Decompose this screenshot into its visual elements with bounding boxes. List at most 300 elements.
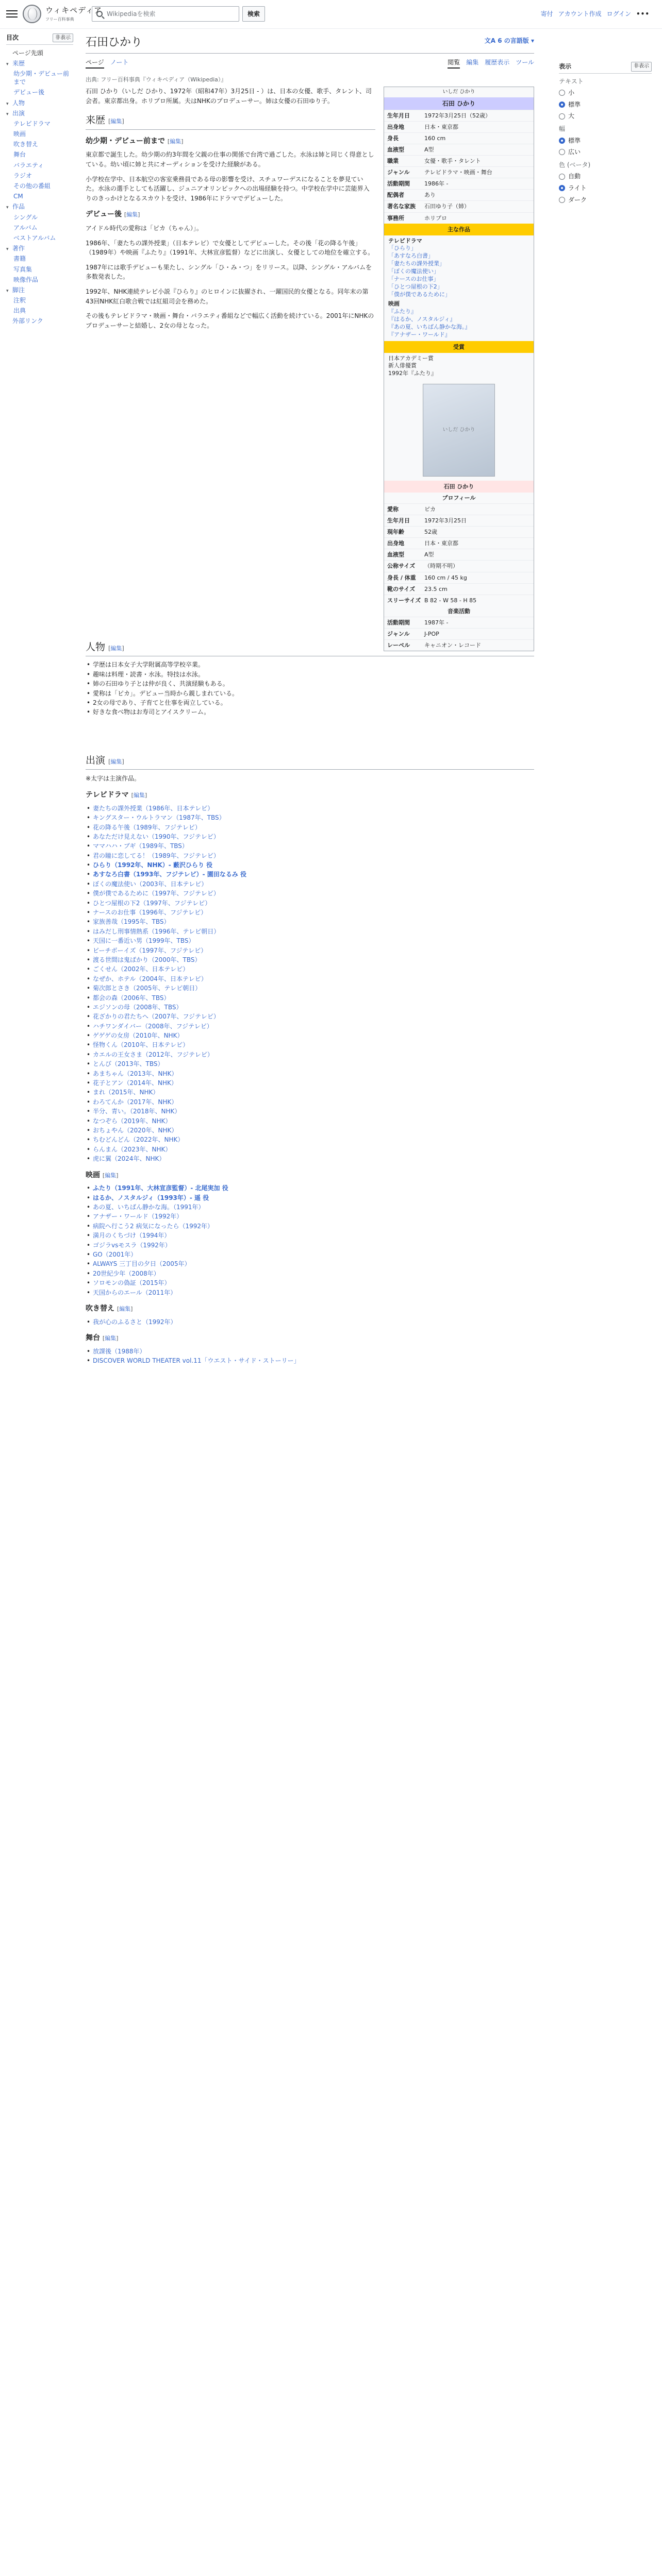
- site-name: ウィキペディア: [45, 6, 102, 15]
- infobox-list-item[interactable]: 「ぼくの魔法使い」: [388, 267, 439, 275]
- list-item: [86, 1212, 534, 1221]
- infobox-movie-list: [388, 308, 529, 338]
- work-link[interactable]: まれ（2015年、NHK）: [93, 1089, 159, 1096]
- radio-button[interactable]: [559, 90, 565, 96]
- infobox-value: 160 cm: [424, 135, 446, 142]
- list-item: [86, 1184, 534, 1193]
- infobox-list-item: 1992年『ふたり』: [388, 370, 437, 377]
- toc-item[interactable]: [6, 212, 73, 223]
- work-link[interactable]: 20世紀少年（2008年）: [93, 1269, 160, 1277]
- toc-toggle-icon[interactable]: ▾: [6, 205, 9, 211]
- paragraph: 1992年、NHK連続テレビ小説『ひらり』のヒロインに抜擢され、一躍国民的女優となる。同年末の第43回NHK紅白歌合戦では紅組司会を務めた。: [86, 287, 369, 305]
- list-item: [86, 1279, 534, 1287]
- list-item: [86, 1222, 534, 1231]
- language-button[interactable]: 文A 6 の言語版 ▾: [484, 37, 534, 44]
- infobox-key: 血液型: [387, 551, 404, 558]
- toc-item-label[interactable]: 人物: [12, 99, 25, 107]
- page-title: 石田ひかり: [86, 36, 143, 49]
- toc-item[interactable]: [6, 98, 73, 108]
- work-link[interactable]: ママハハ・ブギ（1989年、TBS）: [93, 842, 188, 850]
- text-size-option[interactable]: [559, 88, 652, 98]
- personal-tools-more-icon[interactable]: •••: [636, 10, 650, 18]
- toc-item[interactable]: [6, 149, 73, 160]
- list-item: [86, 814, 534, 822]
- toc-item[interactable]: [6, 253, 73, 264]
- toc-item-label[interactable]: ラジオ: [13, 172, 32, 179]
- appearance-hide-button[interactable]: 非表示: [631, 62, 652, 72]
- user-links: [541, 9, 650, 19]
- infobox-key: 靴のサイズ: [387, 585, 416, 592]
- persona-list: [86, 660, 534, 717]
- radio-button[interactable]: [559, 101, 565, 108]
- color-options: [559, 172, 652, 205]
- list-item: [86, 1250, 534, 1259]
- infobox-value: 日本・東京都: [424, 540, 458, 547]
- article-lead: [86, 87, 375, 335]
- work-link[interactable]: ALWAYS 三丁目の夕日（2005年）: [93, 1260, 191, 1268]
- toc-item-label[interactable]: 吹き替え: [13, 141, 39, 148]
- radio-button[interactable]: [559, 197, 565, 203]
- list-item: [86, 899, 534, 908]
- tab-edit[interactable]: 編集: [466, 59, 479, 66]
- infobox-list-item[interactable]: 「妻たちの課外授業」: [388, 260, 445, 267]
- toc-item[interactable]: [6, 223, 73, 233]
- infobox-list-item[interactable]: 『はるか、ノスタルジィ』: [388, 316, 456, 323]
- appearance-sidebar: [559, 58, 652, 207]
- infobox-row: [384, 178, 534, 189]
- toc-item-label[interactable]: 脚注: [12, 286, 25, 294]
- list-item: [86, 1003, 534, 1012]
- edit-link[interactable]: 編集: [110, 758, 122, 765]
- radio-label: ダーク: [568, 196, 587, 204]
- toc-item[interactable]: [6, 58, 73, 69]
- infobox-list-item[interactable]: 『あの夏、いちばん静かな海。』: [388, 323, 471, 330]
- radio-label: 大: [568, 112, 575, 120]
- color-label: 色 (ベータ): [559, 161, 591, 168]
- infobox-row: [384, 617, 534, 628]
- work-link[interactable]: あまちゃん（2013年、NHK）: [93, 1070, 178, 1077]
- toc-item-label[interactable]: 書籍: [13, 255, 26, 263]
- list-item: [86, 833, 534, 841]
- toc-item-label[interactable]: 作品: [12, 203, 25, 211]
- list-item: [86, 1041, 534, 1049]
- infobox-key: 活動期間: [387, 180, 410, 188]
- work-link[interactable]: 天国に一番近い男（1999年、TBS）: [93, 937, 195, 945]
- work-link[interactable]: ゲゲゲの女房（2010年、NHK）: [93, 1032, 184, 1040]
- toc-item-label[interactable]: デビュー後: [13, 89, 45, 96]
- work-link[interactable]: 妻たちの課外授業（1986年、日本テレビ）: [93, 804, 214, 812]
- infobox-awards-heading: 受賞: [384, 341, 534, 353]
- portrait-image[interactable]: いしだ ひかり: [423, 384, 495, 477]
- list-item: [86, 1194, 534, 1202]
- page-tagline: 出典: フリー百科事典『ウィキペディア（Wikipedia）』: [86, 76, 227, 83]
- edit-link[interactable]: 編集: [119, 1305, 131, 1312]
- infobox-row: [384, 503, 534, 515]
- toc-item[interactable]: [6, 108, 73, 118]
- list-item: [86, 842, 534, 851]
- work-link[interactable]: キングスター・ウルトラマン（1987年、TBS）: [93, 814, 225, 822]
- infobox-row: [384, 200, 534, 212]
- radio-button[interactable]: [559, 149, 565, 155]
- create-account-link[interactable]: アカウント作成: [558, 10, 602, 18]
- work-link[interactable]: ビーチボーイズ（1997年、フジテレビ）: [93, 946, 207, 954]
- color-option[interactable]: [559, 172, 652, 181]
- list-item: [86, 994, 534, 1003]
- list-item: [86, 946, 534, 955]
- toc-toggle-icon[interactable]: ▾: [6, 111, 9, 117]
- site-header: [0, 0, 662, 29]
- toc-item[interactable]: [6, 233, 73, 243]
- section-stage-heading: 舞台 [編集]: [86, 1334, 119, 1343]
- infobox-row: [384, 144, 534, 155]
- toc-item[interactable]: [6, 69, 73, 87]
- list-item: [86, 861, 534, 870]
- toc-item[interactable]: [6, 316, 73, 326]
- toc-item[interactable]: [6, 181, 73, 191]
- main-menu-icon[interactable]: [6, 8, 18, 20]
- infobox-reading: いしだ ひかり: [442, 89, 475, 95]
- list-item: [86, 1031, 534, 1040]
- list-item: [86, 1145, 534, 1154]
- toc-item-label[interactable]: CM: [13, 193, 23, 200]
- work-link[interactable]: 僕が僕であるために（1997年、フジテレビ）: [93, 890, 220, 897]
- toc-item-label[interactable]: ページ先頭: [12, 49, 43, 57]
- toc-item-label[interactable]: ベストアルバム: [13, 234, 56, 242]
- work-link[interactable]: とんび（2013年、TBS）: [93, 1060, 164, 1068]
- work-link[interactable]: 君の瞳に恋してる！（1989年、フジテレビ）: [93, 852, 220, 859]
- work-link[interactable]: ぼくの魔法使い（2003年、日本テレビ）: [93, 880, 208, 888]
- list-item: [86, 1117, 534, 1126]
- edit-link[interactable]: 編集: [126, 211, 138, 218]
- radio-button[interactable]: [559, 185, 565, 191]
- infobox-key: 出身地: [387, 124, 404, 131]
- work-link[interactable]: らんまん（2023年、NHK）: [93, 1145, 172, 1153]
- work-link[interactable]: 半分、青い。（2018年、NHK）: [93, 1108, 181, 1115]
- list-item: [86, 1347, 534, 1356]
- work-link[interactable]: あすなろ白書（1993年、フジテレビ）- 園田なるみ 役: [93, 871, 247, 878]
- list-item: [86, 975, 534, 984]
- edit-link[interactable]: 編集: [105, 1335, 117, 1342]
- tab-talk[interactable]: ノート: [110, 59, 129, 66]
- infobox-value: テレビドラマ・映画・舞台: [424, 169, 492, 176]
- toc-item[interactable]: [6, 275, 73, 285]
- list-item: [86, 880, 534, 889]
- work-link[interactable]: 家族善哉（1995年、TBS）: [93, 918, 170, 926]
- toc-heading: 目次: [6, 34, 19, 41]
- width-label: 幅: [559, 125, 566, 132]
- toc-item-label[interactable]: 映画: [13, 130, 26, 138]
- toc-item-label[interactable]: テレビドラマ: [13, 120, 51, 127]
- work-link[interactable]: 満月のくちづけ（1994年）: [93, 1232, 171, 1240]
- list-item: [86, 927, 534, 936]
- tab-tools[interactable]: ツール: [516, 59, 534, 66]
- text-size-option[interactable]: [559, 111, 652, 121]
- list-item: [86, 1155, 534, 1163]
- infobox-value: B 82 - W 58 - H 85: [424, 597, 477, 604]
- work-link[interactable]: 病院へ行こう2 病気になったら（1992年）: [93, 1222, 213, 1230]
- tab-read[interactable]: 閲覧: [448, 58, 460, 69]
- toc-item[interactable]: [6, 243, 73, 253]
- infobox-row: [384, 595, 534, 606]
- infobox-row: [384, 110, 534, 121]
- edit-link[interactable]: 編集: [170, 138, 181, 145]
- persona-section: [86, 633, 534, 718]
- work-link[interactable]: ハチワンダイバー（2008年、フジテレビ）: [93, 1022, 213, 1030]
- work-link[interactable]: 虎に翼（2024年、NHK）: [93, 1155, 166, 1163]
- work-link[interactable]: 渡る世間は鬼ばかり（2000年、TBS）: [93, 956, 201, 963]
- radio-label: 自動: [568, 173, 581, 180]
- infobox-value: （時期不明）: [424, 563, 458, 570]
- infobox-list-item[interactable]: 「僕が僕であるために」: [388, 291, 451, 298]
- radio-label: 標準: [568, 100, 581, 108]
- list-item: [86, 1060, 534, 1069]
- work-link[interactable]: 我が心のふるさと（1992年）: [93, 1318, 177, 1326]
- infobox-row: [384, 537, 534, 549]
- infobox-row: [384, 515, 534, 526]
- work-link[interactable]: カエルの王女さま（2012年、フジテレビ）: [93, 1050, 213, 1058]
- infobox-row: [384, 121, 534, 132]
- infobox-key: 活動期間: [387, 619, 410, 626]
- list-item: [86, 1050, 534, 1059]
- radio-button[interactable]: [559, 174, 565, 180]
- list-item: [86, 1126, 534, 1135]
- work-link[interactable]: 花ざかりの君たちへ（2007年、フジテレビ）: [93, 1013, 220, 1021]
- infobox-tv-list: [388, 245, 529, 298]
- work-link[interactable]: アナザー・ワールド（1992年）: [93, 1213, 183, 1221]
- list-item: [86, 1260, 534, 1268]
- toc-item[interactable]: [6, 129, 73, 139]
- infobox-movie-label: 映画: [388, 300, 400, 308]
- work-link[interactable]: 都会の森（2006年、TBS）: [93, 994, 170, 1002]
- tab-article[interactable]: ページ: [86, 58, 104, 69]
- toc-list: [6, 48, 73, 327]
- toc-item[interactable]: [6, 87, 73, 97]
- work-link[interactable]: DISCOVER WORLD THEATER vol.11「ウエスト・サイド・ストーリー」: [93, 1357, 300, 1365]
- toc-item[interactable]: [6, 118, 73, 129]
- edit-link[interactable]: 編集: [105, 1172, 117, 1179]
- radio-label: 小: [568, 89, 575, 97]
- stage-list: [86, 1347, 534, 1366]
- toc-item[interactable]: [6, 160, 73, 171]
- toc-item[interactable]: [6, 171, 73, 181]
- toc-item[interactable]: [6, 306, 73, 316]
- infobox-row: [384, 166, 534, 178]
- infobox-works-heading: 主な作品: [384, 224, 534, 235]
- work-link[interactable]: 菊次郎とさき（2005年、テレビ朝日）: [93, 985, 202, 992]
- work-link[interactable]: GO（2001年）: [93, 1250, 137, 1258]
- list-item: • 2女の母であり、子育てと仕事を両立している。: [86, 699, 534, 707]
- toc-toggle-icon[interactable]: ▾: [6, 61, 9, 67]
- list-item: [86, 1241, 534, 1250]
- work-link[interactable]: なつぞら（2019年、NHK）: [93, 1117, 172, 1125]
- list-item: [86, 1022, 534, 1031]
- width-option[interactable]: [559, 136, 652, 146]
- work-link[interactable]: ちむどんどん（2022年、NHK）: [93, 1136, 184, 1144]
- infobox-value: J-POP: [424, 630, 439, 637]
- work-link[interactable]: はるか、ノスタルジィ（1993年）- 遥 役: [93, 1194, 209, 1201]
- toc-item[interactable]: [6, 139, 73, 149]
- page-tabs: [86, 58, 534, 70]
- donate-link[interactable]: 寄付: [540, 10, 553, 18]
- work-link[interactable]: ふたり（1991年、大林宣彦監督）- 北尾実加 役: [93, 1184, 228, 1192]
- infobox-value: 石田ゆり子（姉）: [424, 203, 470, 210]
- infobox-list-item[interactable]: 「ひとつ屋根の下2」: [388, 283, 443, 290]
- toc-item[interactable]: [6, 201, 73, 212]
- lead-paragraph: 石田 ひかり（いしだ ひかり、1972年（昭和47年）3月25日 - ）は、日本の女優、歌手、タレント、司会者。東京都出身。ホリプロ所属。夫はNHKのプロデューサー。姉は女優の石田ゆり子。: [86, 88, 372, 105]
- edit-link[interactable]: 編集: [110, 118, 122, 125]
- search-input[interactable]: [92, 6, 239, 22]
- infobox-value: ピカ: [424, 506, 436, 513]
- infobox-list-item[interactable]: 「あすなろ白書」: [388, 252, 434, 260]
- toc-item-label[interactable]: 注釈: [13, 297, 26, 304]
- work-link[interactable]: エジソンの母（2008年、TBS）: [93, 1003, 183, 1011]
- infobox-list-item[interactable]: 「ひらり」: [388, 245, 417, 252]
- toc-item-label[interactable]: 映像作品: [13, 276, 39, 283]
- text-size-option[interactable]: [559, 100, 652, 110]
- infobox-list-item[interactable]: 『ふたり』: [388, 308, 417, 315]
- toc-toggle-icon[interactable]: ▾: [6, 288, 9, 294]
- toc-item-label[interactable]: 外部リンク: [12, 317, 43, 325]
- list-item: [86, 937, 534, 945]
- toc-item-label[interactable]: 来歴: [12, 59, 25, 67]
- toc-item-label[interactable]: 写真集: [13, 265, 32, 273]
- toc-item-label[interactable]: 著作: [12, 245, 25, 252]
- infobox-title: 石田 ひかり: [384, 97, 534, 110]
- infobox-value: 23.5 cm: [424, 585, 448, 592]
- toc-item[interactable]: [6, 295, 73, 306]
- search-button[interactable]: 検索: [242, 6, 265, 22]
- infobox-value: 52歳: [424, 529, 437, 536]
- list-item: • 趣味は料理・読書・水泳。特技は水泳。: [86, 670, 534, 679]
- list-item: [86, 1357, 534, 1365]
- toc-item-label[interactable]: 幼少期・デビュー前まで: [13, 70, 70, 86]
- color-option[interactable]: [559, 183, 652, 193]
- list-item: • 姉の石田ゆり子とは仲が良く、共演経験もある。: [86, 680, 534, 688]
- radio-label: 広い: [568, 148, 581, 156]
- paragraph: 1986年、「妻たちの課外授業」（日本テレビ）で女優としてデビューした。その後「花の降る午後」（1989年）や映画『ふたり』（1991年、大林宣彦監督）などに出演し、女優としての地位を確立する。: [86, 239, 374, 257]
- infobox-key: レーベル: [387, 641, 410, 649]
- infobox-value: ホリプロ: [424, 214, 447, 222]
- toc-hide-button[interactable]: 非表示: [53, 33, 73, 43]
- work-link[interactable]: ソロモンの偽証（2015年）: [93, 1279, 171, 1287]
- infobox-list-item[interactable]: 『アナザー・ワールド』: [388, 331, 451, 338]
- infobox-value: キャニオン・レコード: [424, 641, 481, 649]
- infobox-value: A型: [424, 551, 434, 558]
- infobox-key: 出身地: [387, 540, 404, 547]
- toc-item-label[interactable]: シングル: [13, 213, 38, 221]
- edit-link[interactable]: 編集: [133, 792, 145, 799]
- work-link[interactable]: おちょやん（2020年、NHK）: [93, 1127, 178, 1134]
- radio-button[interactable]: [559, 138, 565, 144]
- radio-button[interactable]: [559, 113, 565, 120]
- toc-item[interactable]: [6, 191, 73, 201]
- infobox-value: 1972年3月25日: [424, 517, 467, 524]
- infobox-row: [384, 189, 534, 200]
- infobox: [384, 87, 534, 651]
- list-item: [86, 1107, 534, 1116]
- infobox-row: [384, 132, 534, 144]
- work-link[interactable]: わろてんか（2017年、NHK）: [93, 1098, 178, 1106]
- movie-list: [86, 1184, 534, 1297]
- infobox-list-item: 新人俳優賞: [388, 362, 417, 369]
- toc-item[interactable]: [6, 285, 73, 295]
- tab-history[interactable]: 履歴表示: [485, 59, 510, 66]
- toc-item[interactable]: [6, 264, 73, 275]
- work-link[interactable]: 花子とアン（2014年、NHK）: [93, 1079, 177, 1087]
- work-link[interactable]: 怪物くん（2010年、日本テレビ）: [93, 1041, 189, 1049]
- section-dub-heading: 吹き替え [編集]: [86, 1304, 133, 1313]
- work-link[interactable]: ナースのお仕事（1996年、フジテレビ）: [93, 909, 207, 917]
- toc-item-label[interactable]: 出典: [13, 307, 26, 315]
- work-link[interactable]: 天国からのエール（2011年）: [93, 1289, 177, 1296]
- toc-item-label[interactable]: 舞台: [13, 151, 26, 159]
- work-link[interactable]: ごくせん（2002年、日本テレビ）: [93, 965, 189, 973]
- infobox-rows: [384, 110, 534, 223]
- work-link[interactable]: あの夏、いちばん静かな海。（1991年）: [93, 1204, 205, 1211]
- list-item: [86, 1079, 534, 1088]
- toc-item-label[interactable]: バラエティ: [13, 161, 44, 169]
- section-movie-heading: 映画 [編集]: [86, 1171, 119, 1179]
- section-appearances-heading: 出演 [編集]: [86, 753, 534, 770]
- appearances-section: [86, 746, 534, 1366]
- infobox-key: 事務所: [387, 214, 404, 222]
- infobox-value: 1987年 -: [424, 619, 449, 626]
- infobox-row: [384, 526, 534, 537]
- list-item: [86, 984, 534, 993]
- infobox-value: 1986年 -: [424, 180, 449, 188]
- work-link[interactable]: ゴジラvsモスラ（1992年）: [93, 1241, 171, 1249]
- infobox-row: [384, 155, 534, 166]
- section-tv-heading: テレビドラマ [編集]: [86, 791, 147, 800]
- list-item: • 学歴は日本女子大学附属高等学校卒業。: [86, 660, 534, 669]
- list-item: [86, 1012, 534, 1021]
- work-link[interactable]: 放課後（1988年）: [93, 1347, 146, 1355]
- edit-link[interactable]: 編集: [110, 645, 122, 652]
- infobox-row: [384, 549, 534, 560]
- width-option[interactable]: [559, 147, 652, 157]
- work-link[interactable]: 花の降る午後（1989年、フジテレビ）: [93, 823, 201, 831]
- infobox-key: 著名な家族: [387, 203, 416, 210]
- work-link[interactable]: はみだし刑事情熱系（1996年、テレビ朝日）: [93, 927, 220, 935]
- search-placeholder: Wikipediaを検索: [107, 10, 156, 18]
- list-item: [86, 804, 534, 813]
- login-link[interactable]: ログイン: [606, 10, 631, 18]
- work-link[interactable]: なぜか、ホテル（2004年、日本テレビ）: [93, 975, 207, 982]
- infobox-row: [384, 560, 534, 571]
- color-option[interactable]: [559, 195, 652, 205]
- work-link[interactable]: ひとつ屋根の下2（1997年、フジテレビ）: [93, 899, 211, 907]
- site-logo[interactable]: [23, 5, 102, 23]
- toc-item-label[interactable]: 出演: [12, 109, 25, 117]
- infobox-key: 配偶者: [387, 192, 404, 199]
- toc-toggle-icon[interactable]: ▾: [6, 247, 9, 252]
- infobox-row: [384, 572, 534, 583]
- work-link[interactable]: ひらり（1992年、NHK）- 藪沢ひらり 役: [93, 861, 213, 869]
- toc-item[interactable]: [6, 48, 73, 58]
- list-item: [86, 1289, 534, 1297]
- infobox-awards-list: [384, 353, 534, 380]
- list-item: [86, 918, 534, 926]
- work-link[interactable]: あなただけ見えない（1990年、フジテレビ）: [93, 833, 220, 840]
- infobox-key: 血液型: [387, 146, 404, 154]
- infobox-list-item[interactable]: 「ナースのお仕事」: [388, 275, 439, 282]
- toc-item-label[interactable]: アルバム: [13, 224, 38, 231]
- paragraph: アイドル時代の愛称は「ピカ（ちゃん）」。: [86, 224, 203, 232]
- width-options: [559, 136, 652, 157]
- toc-item-label[interactable]: その他の番組: [13, 182, 51, 190]
- toc-toggle-icon[interactable]: ▾: [6, 101, 9, 107]
- infobox-key: 身長: [387, 135, 399, 142]
